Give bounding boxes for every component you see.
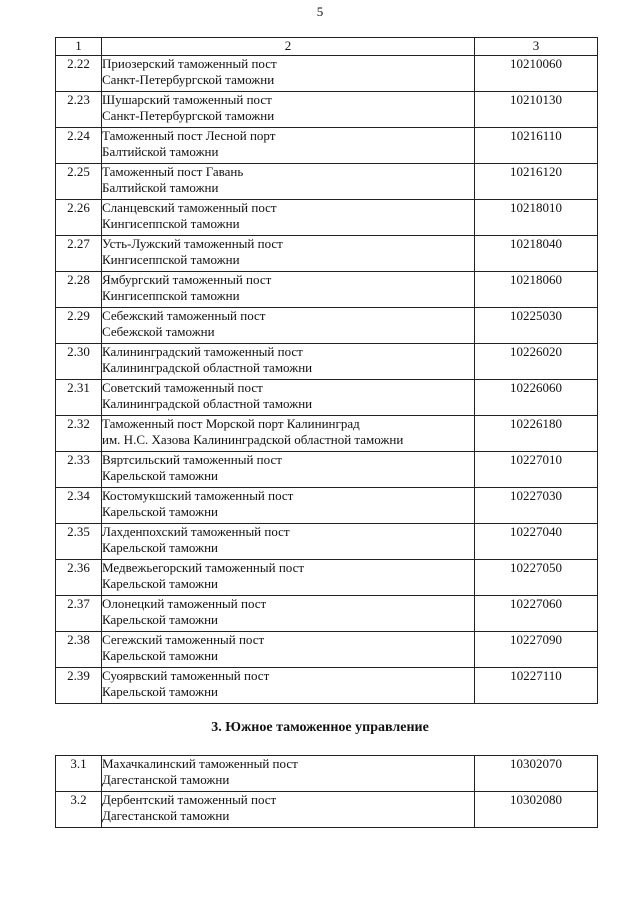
post-name-line1: Костомукшский таможенный пост bbox=[102, 488, 294, 503]
post-name-line1: Ямбургский таможенный пост bbox=[102, 272, 272, 287]
table-row bbox=[56, 668, 598, 704]
post-name-line2: Калининградской областной таможни bbox=[102, 396, 313, 411]
table-row bbox=[56, 452, 598, 488]
post-code: 10226060 bbox=[475, 380, 598, 416]
row-number: 2.38 bbox=[56, 632, 102, 668]
row-number: 2.29 bbox=[56, 308, 102, 344]
post-name-line1: Дербентский таможенный пост bbox=[102, 792, 277, 807]
post-name-line1: Сланцевский таможенный пост bbox=[102, 200, 277, 215]
post-code: 10218040 bbox=[475, 236, 598, 272]
post-code: 10216120 bbox=[475, 164, 598, 200]
post-code: 10227040 bbox=[475, 524, 598, 560]
row-number: 2.32 bbox=[56, 416, 102, 452]
post-name-line2: Карельской таможни bbox=[102, 540, 218, 555]
post-name bbox=[102, 416, 475, 452]
post-name-line2: Кингисеппской таможни bbox=[102, 252, 240, 267]
row-number: 2.22 bbox=[56, 56, 102, 92]
table-row bbox=[56, 524, 598, 560]
post-name-line1: Лахденпохский таможенный пост bbox=[102, 524, 290, 539]
post-name-line2: Карельской таможни bbox=[102, 576, 218, 591]
table-row bbox=[56, 488, 598, 524]
post-name bbox=[102, 756, 475, 792]
table-row bbox=[56, 632, 598, 668]
post-name bbox=[102, 344, 475, 380]
post-name-line2: Карельской таможни bbox=[102, 684, 218, 699]
row-number: 2.24 bbox=[56, 128, 102, 164]
row-number: 3.1 bbox=[56, 756, 102, 792]
post-code: 10210060 bbox=[475, 56, 598, 92]
post-name-line2: Санкт-Петербургской таможни bbox=[102, 72, 275, 87]
post-name-line2: Кингисеппской таможни bbox=[102, 288, 240, 303]
post-name bbox=[102, 560, 475, 596]
post-name-line2: Дагестанской таможни bbox=[102, 772, 230, 787]
post-code: 10227010 bbox=[475, 452, 598, 488]
post-name bbox=[102, 488, 475, 524]
row-number: 2.36 bbox=[56, 560, 102, 596]
table-row bbox=[56, 756, 598, 792]
row-number: 3.2 bbox=[56, 792, 102, 828]
table-body bbox=[56, 756, 598, 828]
post-name bbox=[102, 524, 475, 560]
table-row bbox=[56, 596, 598, 632]
table-row bbox=[56, 272, 598, 308]
table-row bbox=[56, 92, 598, 128]
column-header-number: 1 bbox=[56, 38, 102, 56]
post-name bbox=[102, 632, 475, 668]
post-name-line2: Карельской таможни bbox=[102, 468, 218, 483]
post-name bbox=[102, 56, 475, 92]
post-code: 10227090 bbox=[475, 632, 598, 668]
table-row bbox=[56, 380, 598, 416]
post-name-line2: Карельской таможни bbox=[102, 648, 218, 663]
post-name-line1: Вяртсильский таможенный пост bbox=[102, 452, 282, 467]
post-name-line1: Медвежьегорский таможенный пост bbox=[102, 560, 305, 575]
table-row bbox=[56, 416, 598, 452]
post-code: 10218060 bbox=[475, 272, 598, 308]
post-code: 10226020 bbox=[475, 344, 598, 380]
post-name bbox=[102, 272, 475, 308]
post-name-line2: Балтийской таможни bbox=[102, 180, 219, 195]
post-name-line1: Себежский таможенный пост bbox=[102, 308, 266, 323]
row-number: 2.27 bbox=[56, 236, 102, 272]
post-code: 10227060 bbox=[475, 596, 598, 632]
post-name-line1: Шушарский таможенный пост bbox=[102, 92, 272, 107]
post-name bbox=[102, 200, 475, 236]
post-name-line2: Калининградской областной таможни bbox=[102, 360, 313, 375]
row-number: 2.26 bbox=[56, 200, 102, 236]
post-name bbox=[102, 596, 475, 632]
table-row bbox=[56, 236, 598, 272]
table-row bbox=[56, 200, 598, 236]
post-name bbox=[102, 92, 475, 128]
post-name-line2: Санкт-Петербургской таможни bbox=[102, 108, 275, 123]
post-name-line2: Себежской таможни bbox=[102, 324, 215, 339]
page-number: 5 bbox=[316, 4, 324, 19]
post-name-line1: Таможенный пост Лесной порт bbox=[102, 128, 276, 143]
post-name-line1: Таможенный пост Гавань bbox=[102, 164, 244, 179]
post-name-line1: Махачкалинский таможенный пост bbox=[102, 756, 298, 771]
row-number: 2.33 bbox=[56, 452, 102, 488]
row-number: 2.28 bbox=[56, 272, 102, 308]
post-name bbox=[102, 236, 475, 272]
row-number: 2.25 bbox=[56, 164, 102, 200]
table-row bbox=[56, 560, 598, 596]
post-name-line2: Дагестанской таможни bbox=[102, 808, 230, 823]
post-name bbox=[102, 308, 475, 344]
post-name-line1: Калининградский таможенный пост bbox=[102, 344, 303, 359]
table-row bbox=[56, 164, 598, 200]
post-code: 10225030 bbox=[475, 308, 598, 344]
row-number: 2.30 bbox=[56, 344, 102, 380]
post-code: 10227030 bbox=[475, 488, 598, 524]
post-name-line2: Кингисеппской таможни bbox=[102, 216, 240, 231]
column-header-name: 2 bbox=[102, 38, 475, 56]
table-row bbox=[56, 56, 598, 92]
post-code: 10218010 bbox=[475, 200, 598, 236]
section-title: 3. Южное таможенное управление bbox=[211, 720, 429, 735]
post-name bbox=[102, 668, 475, 704]
table-row bbox=[56, 128, 598, 164]
column-header-code: 3 bbox=[475, 38, 598, 56]
post-name-line2: Карельской таможни bbox=[102, 504, 218, 519]
post-code: 10227110 bbox=[475, 668, 598, 704]
post-name bbox=[102, 164, 475, 200]
row-number: 2.31 bbox=[56, 380, 102, 416]
row-number: 2.35 bbox=[56, 524, 102, 560]
post-name bbox=[102, 128, 475, 164]
row-number: 2.23 bbox=[56, 92, 102, 128]
south-customs-table bbox=[55, 755, 598, 828]
post-code: 10302070 bbox=[475, 756, 598, 792]
post-name-line1: Приозерский таможенный пост bbox=[102, 56, 277, 71]
table-row bbox=[56, 308, 598, 344]
post-name-line2: им. Н.С. Хазова Калининградской областной таможни bbox=[102, 432, 404, 447]
post-name bbox=[102, 452, 475, 488]
post-code: 10302080 bbox=[475, 792, 598, 828]
table-header-row bbox=[56, 38, 598, 56]
post-name-line1: Сегежский таможенный пост bbox=[102, 632, 265, 647]
table-row bbox=[56, 344, 598, 380]
post-name-line1: Усть-Лужский таможенный пост bbox=[102, 236, 283, 251]
post-name-line2: Карельской таможни bbox=[102, 612, 218, 627]
row-number: 2.37 bbox=[56, 596, 102, 632]
post-name-line1: Советский таможенный пост bbox=[102, 380, 263, 395]
post-code: 10227050 bbox=[475, 560, 598, 596]
post-name-line2: Балтийской таможни bbox=[102, 144, 219, 159]
row-number: 2.39 bbox=[56, 668, 102, 704]
post-name-line1: Олонецкий таможенный пост bbox=[102, 596, 267, 611]
post-code: 10216110 bbox=[475, 128, 598, 164]
post-name-line1: Таможенный пост Морской порт Калининград bbox=[102, 416, 360, 431]
post-code: 10210130 bbox=[475, 92, 598, 128]
row-number: 2.34 bbox=[56, 488, 102, 524]
post-name-line1: Суоярвский таможенный пост bbox=[102, 668, 270, 683]
post-code: 10226180 bbox=[475, 416, 598, 452]
post-name bbox=[102, 792, 475, 828]
post-name bbox=[102, 380, 475, 416]
table-row bbox=[56, 792, 598, 828]
customs-posts-table bbox=[55, 37, 598, 704]
table-body bbox=[56, 56, 598, 704]
